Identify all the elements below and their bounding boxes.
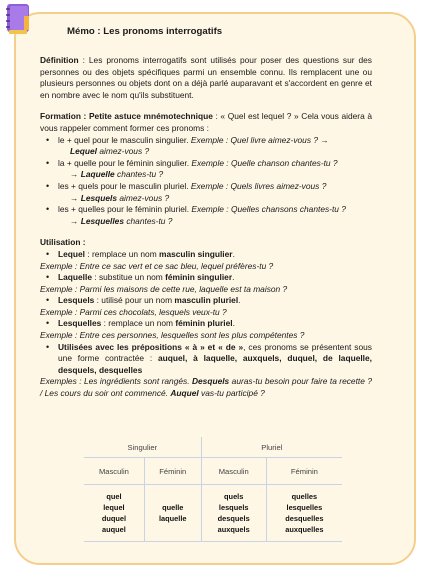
definition-text: : Les pronoms interrogatifs sont utilisés pour poser des questions sur des personnes ou des objets spécifiques parmi un ensemble connu. Ils remplacent une ou plusieurs personnes ou objets dont on a déjà parlé auparavant et s'accordent en genre et en nombre avec le nom qu'ils substituent. [40,55,372,100]
contracted-forms-item: • Utilisées avec les prépositions « à » et « de », ces pronoms se présentent sous une forme contractée : auquel, à laquelle, auxquels, duquel, de laquelle, desquels, desquelles [40,342,372,377]
formation-intro [40,111,372,134]
utilisation-list [40,249,372,261]
utilisation-heading: Utilisation : [40,237,86,248]
formation-intro-text: : « Quel est lequel ? » Cela vous aidera à vous rappeler comment former ces pronoms : [40,111,373,133]
page-title: Mémo : Les pronoms interrogatifs [67,26,223,37]
formation-label: Formation : Petite astuce mnémotechnique [40,111,213,122]
definition-label: Définition [40,55,79,65]
table-cell: quel lequel duquel auquel [84,485,144,542]
table-column-header: Masculin [201,458,266,485]
table-column-header: Féminin [266,458,342,485]
notebook-icon [4,2,32,36]
utilisation-example: Exemple : Entre ces personnes, lesquelles sont les plus compétentes ? [40,330,305,341]
formation-item: • le + quel pour le masculin singulier. Exemple : Quel livre aimez-vous ? → Lequel aimez-vous ? [40,135,372,158]
table-group-header: Pluriel [201,437,342,458]
utilisation-item: • Lequel : remplace un nom masculin singulier. [40,249,372,261]
formation-item: • la + quelle pour le féminin singulier. Exemple : Quelle chanson chantes-tu ? → Laquelle chantes-tu ? [40,158,372,181]
table-column-header: Masculin [84,458,144,485]
table-cell: quelles lesquelles desquelles auxquelles [266,485,342,542]
memo-content [40,55,372,400]
utilisation-example: Exemple : Parmi ces chocolats, lesquels veux-tu ? [40,306,227,317]
utilisation-item: • Laquelle : substitue un nom féminin singulier. [40,272,372,284]
table-column-header: Féminin [144,458,201,485]
table-cell: quelle laquelle [144,485,201,542]
definition [40,55,372,101]
contracted-examples: Exemples : Les ingrédients sont rangés. Desquels auras-tu besoin pour faire ta recette ? / Les cours du soir ont commencé. Auquel vas-tu participé ? [40,376,372,399]
table-cell: quels lesquels desquels auxquels [201,485,266,542]
utilisation-item: • Lesquels : utilisé pour un nom masculin pluriel. [40,295,372,307]
utilisation-example: Exemple : Entre ce sac vert et ce sac bleu, lequel préfères-tu ? [40,260,274,271]
utilisation-example: Exemple : Parmi les maisons de cette rue, laquelle est ta maison ? [40,283,288,294]
utilisation-item: • Lesquelles : remplace un nom féminin pluriel. [40,318,372,330]
formation-item: • les + quelles pour le féminin pluriel. Exemple : Quelles chansons chantes-tu ? → Lesquelles chantes-tu ? [40,204,372,227]
formation-list [40,135,372,228]
table-group-header: Singulier [84,437,201,458]
pronouns-table [84,437,342,542]
formation-item: • les + quels pour le masculin pluriel. Exemple : Quels livres aimez-vous ? → Lesquels aimez-vous ? [40,181,372,204]
